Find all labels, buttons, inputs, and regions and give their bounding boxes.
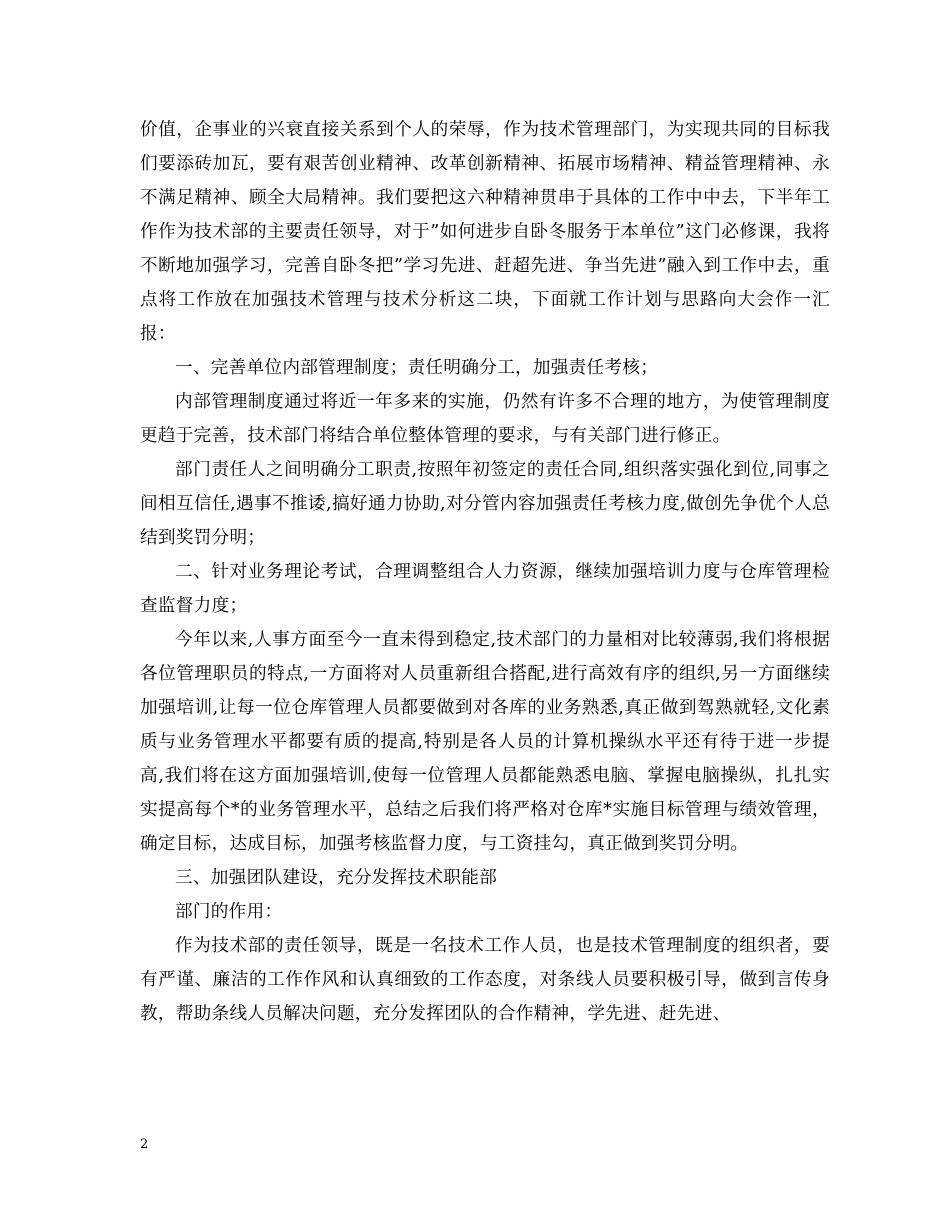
section-heading-2: 二、针对业务理论考试，合理调整组合人力资源，继续加强培训力度与仓库管理检查监督力度；: [140, 562, 830, 616]
paragraph: 内部管理制度通过将近一年多来的实施，仍然有许多不合理的地方，为使管理制度更趋于完善，技术部门将结合单位整体管理的要求，与有关部门进行修正。: [140, 392, 830, 446]
paragraph: 今年以来,人事方面至今一直未得到稳定,技术部门的力量相对比较薄弱,我们将根据各位管理职员的特点,一方面将对人员重新组合搭配,进行高效有序的组织,另一方面继续加强培训,让每一位仓库管理人员都要做到对各库的业务熟悉,真正做到驾熟就轻,文化素质与业务管理水平都要有质的提高,特别是各人员的计算机操纵水平还有待于进一步提高,我们将在这方面加强培训,使每一位管理人员都能熟悉电脑、掌握电脑操纵，扎扎实实提高每个*的业务管理水平，总结之后我们将严格对仓库*实施目标管理与绩效管理，确定目标，达成目标，加强考核监督力度，与工资挂勾，真正做到奖罚分明。: [140, 630, 830, 854]
document-body: [140, 113, 830, 1031]
paragraph: 部门责任人之间明确分工职责,按照年初签定的责任合同,组织落实强化到位,同事之间相互信任,遇事不推诿,搞好通力协助,对分管内容加强责任考核力度,做创先争优个人总结到奖罚分明；: [140, 460, 830, 548]
section-heading-3: 三、加强团队建设，充分发挥技术职能部: [175, 868, 498, 888]
page-number: 2: [140, 1137, 149, 1152]
paragraph-continuation: 价值，企事业的兴衰直接关系到个人的荣辱，作为技术管理部门，为实现共同的目标我们要添砖加瓦，要有艰苦创业精神、改革创新精神、拓展市场精神、精益管理精神、永不满足精神、顾全大局精神。我们要把这六种精神贯串于具体的工作中中去，下半年工作作为技术部的主要责任领导，对于”如何进步自卧冬服务于本单位”这门必修课，我将不断地加强学习，完善自卧冬把”学习先进、赶超先进、争当先进”融入到工作中去，重点将工作放在加强技术管理与技术分析这二块，下面就工作计划与思路向大会作一汇报：: [140, 120, 830, 344]
section-heading-3-continuation: 部门的作用：: [175, 902, 283, 922]
paragraph: 作为技术部的责任领导，既是一名技术工作人员，也是技术管理制度的组织者，要有严谨、廉洁的工作作风和认真细致的工作态度，对条线人员要积极引导，做到言传身教，帮助条线人员解决问题，充分发挥团队的合作精神，学先进、赶先进、: [140, 936, 830, 1024]
section-heading-1: 一、完善单位内部管理制度；责任明确分工，加强责任考核；: [175, 358, 659, 378]
